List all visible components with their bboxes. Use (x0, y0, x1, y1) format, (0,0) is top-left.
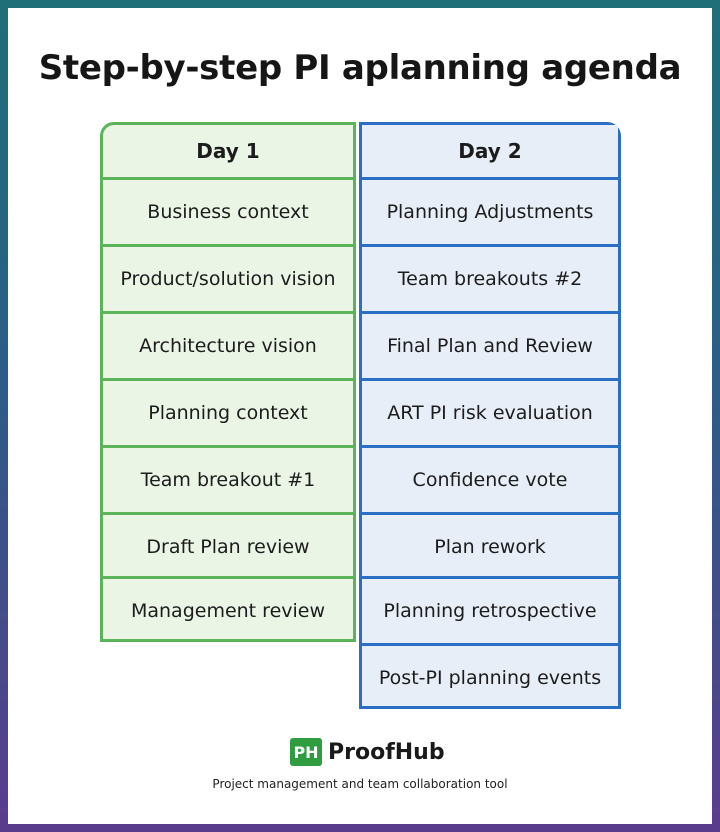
brand-name: ProofHub (328, 739, 445, 765)
day2-item: ART PI risk evaluation (362, 378, 618, 445)
day2-header: Day 2 (362, 125, 618, 177)
day2-item: Post-PI planning events (362, 643, 618, 710)
day2-item: Planning retrospective (362, 576, 618, 643)
day1-item: Business context (103, 177, 353, 244)
brand-tagline: Project management and team collaboration tool (212, 777, 508, 791)
agenda-card (8, 8, 712, 824)
day2-item: Plan rework (362, 512, 618, 579)
day2-item: Team breakouts #2 (362, 244, 618, 311)
day1-item: Draft Plan review (103, 512, 353, 579)
day1-item: Product/solution vision (103, 244, 353, 311)
day1-item: Architecture vision (103, 311, 353, 378)
day2-item: Final Plan and Review (362, 311, 618, 378)
day1-item: Planning context (103, 378, 353, 445)
day1-item: Management review (103, 576, 353, 643)
day2-item: Planning Adjustments (362, 177, 618, 244)
proofhub-logo-icon: PH (290, 738, 322, 766)
day2-column (359, 122, 621, 709)
brand-logo (290, 738, 445, 766)
day1-header: Day 1 (196, 139, 260, 163)
page-title: Step-by-step PI aplanning agenda (38, 48, 682, 88)
day1-column (100, 122, 356, 642)
day1-item: Team breakout #1 (103, 445, 353, 512)
day2-item: Confidence vote (362, 445, 618, 512)
